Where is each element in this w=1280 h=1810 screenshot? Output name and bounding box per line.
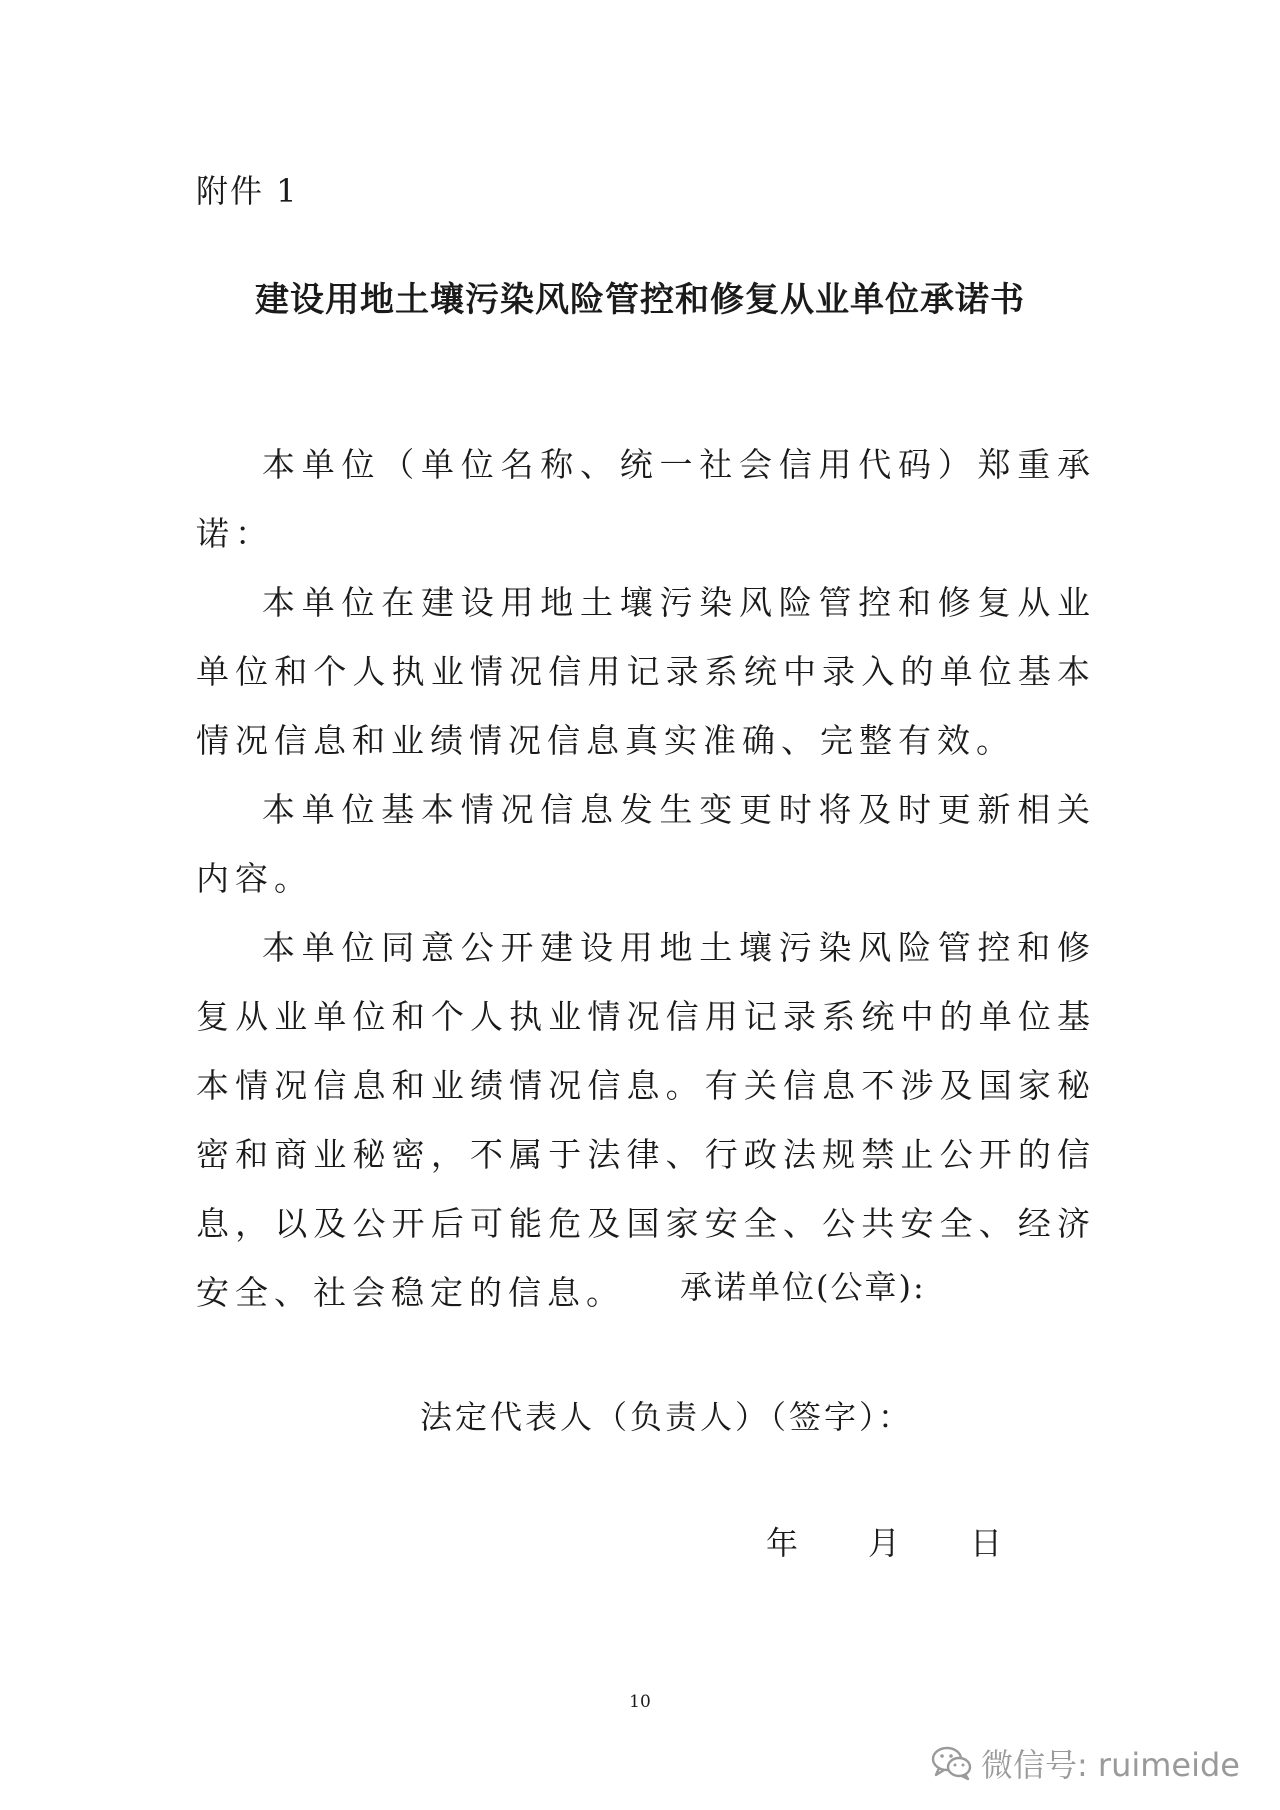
watermark-text: 微信号: ruimeide <box>980 1746 1240 1784</box>
paragraph-commitment-intro: 本单位（单位名称、统一社会信用代码）郑重承诺： <box>196 445 1096 553</box>
page-number: 10 <box>629 1692 651 1712</box>
signature-representative-label: 法定代表人（负责人）（签字）： <box>420 1398 914 1436</box>
wechat-watermark <box>931 1740 1240 1786</box>
paragraph-info-update: 本单位基本情况信息发生变更时将及时更新相关内容。 <box>196 790 1096 898</box>
paragraph-info-accuracy: 本单位在建设用地土壤污染风险管控和修复从业单位和个人执业情况信用记录系统中录入的单位基本情况信息和业绩情况信息真实准确、完整有效。 <box>196 583 1096 760</box>
attachment-label: 附件 1 <box>196 172 299 210</box>
document-title: 建设用地土壤污染风险管控和修复从业单位承诺书 <box>255 280 1025 320</box>
signature-unit-label: 承诺单位(公章): <box>680 1268 926 1306</box>
date-year: 年 <box>766 1524 801 1562</box>
wechat-icon <box>931 1745 973 1781</box>
document-body <box>196 430 1096 1327</box>
date-month: 月 <box>868 1524 903 1562</box>
date-day: 日 <box>970 1524 1005 1562</box>
paragraph-info-disclosure: 本单位同意公开建设用地土壤污染风险管控和修复从业单位和个人执业情况信用记录系统中的单位基本情况信息和业绩情况信息。有关信息不涉及国家秘密和商业秘密，不属于法律、行政法规禁止公开的信息，以及公开后可能危及国家安全、公共安全、经济安全、社会稳定的信息。 <box>196 928 1096 1312</box>
signature-date <box>766 1518 1004 1564</box>
